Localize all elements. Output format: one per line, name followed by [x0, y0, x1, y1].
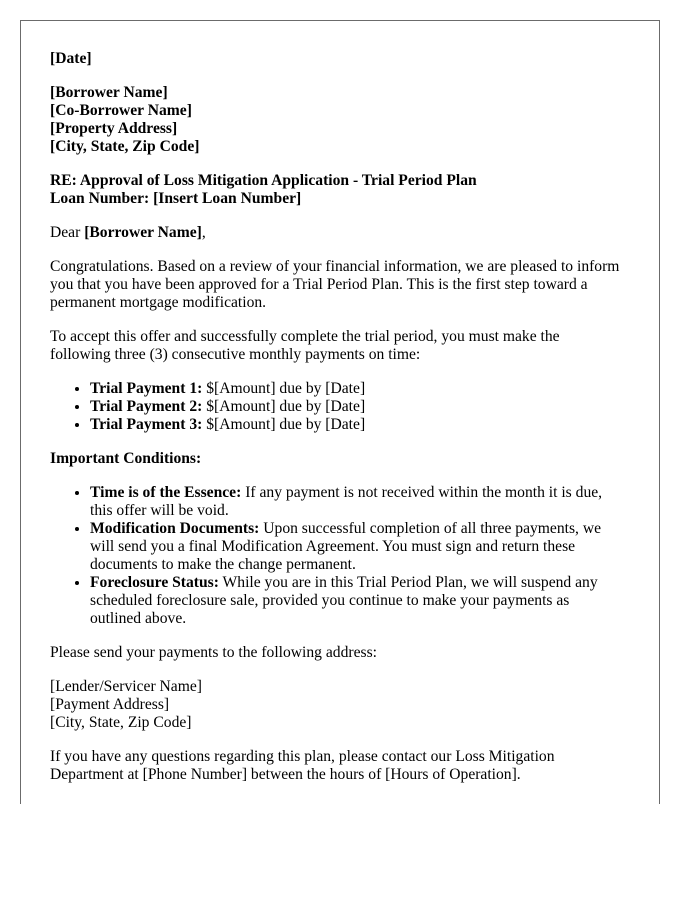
trial-payment-text: $[Amount] due by [Date] [202, 416, 366, 433]
conditions-list [50, 484, 659, 628]
condition-text: Upon successful completion of all three payments, we will send you a final Modification Agreement. You must sign and return these documents to make the change permanent. [90, 520, 602, 573]
subject-block [50, 172, 659, 208]
subject-loan-number: Loan Number: [Insert Loan Number] [50, 190, 302, 207]
trial-payment-text: $[Amount] due by [Date] [202, 380, 366, 397]
condition-item [90, 484, 659, 520]
salutation-suffix: , [201, 224, 206, 241]
recipient-city-state-zip: [City, State, Zip Code] [50, 138, 200, 155]
trial-payment-text: $[Amount] due by [Date] [202, 398, 366, 415]
condition-label: Time is of the Essence: [90, 484, 242, 501]
letter-date: [Date] [50, 50, 92, 67]
salutation-name: [Borrower Name] [84, 224, 202, 241]
trial-payment-label: Trial Payment 2: [90, 398, 203, 415]
condition-label: Foreclosure Status: [90, 574, 219, 591]
condition-text: While you are in this Trial Period Plan, we will suspend any scheduled foreclosure sale, provided you continue to make your payments as outlined above. [90, 574, 598, 627]
recipient-property-address: [Property Address] [50, 120, 178, 137]
condition-text: If any payment is not received within the month it is due, this offer will be void. [90, 484, 603, 519]
send-payments-paragraph: Please send your payments to the following address: [50, 644, 377, 661]
recipient-block [50, 84, 659, 156]
salutation-prefix: Dear [50, 224, 85, 241]
condition-item [90, 574, 659, 628]
questions-paragraph: If you have any questions regarding this plan, please contact our Loss Mitigation Department at [Phone Number] between the hours of [Hours of Operation]. [50, 748, 555, 783]
intro-paragraph: Congratulations. Based on a review of your financial information, we are pleased to inform you that you have been approved for a Trial Period Plan. This is the first step toward a permanent mortgage modification. [50, 258, 620, 311]
payment-lender-name: [Lender/Servicer Name] [50, 678, 202, 695]
payment-address-line: [Payment Address] [50, 696, 170, 713]
payment-city-state-zip: [City, State, Zip Code] [50, 714, 192, 731]
trial-payment-item [90, 380, 659, 398]
recipient-co-borrower-name: [Co-Borrower Name] [50, 102, 192, 119]
trial-payment-label: Trial Payment 1: [90, 380, 203, 397]
salutation [50, 224, 659, 242]
trial-payment-item [90, 416, 659, 434]
condition-item [90, 520, 659, 574]
letter-page [20, 20, 660, 804]
payment-address-block [50, 678, 659, 732]
trial-payment-item [90, 398, 659, 416]
recipient-borrower-name: [Borrower Name] [50, 84, 168, 101]
subject-re-line: RE: Approval of Loss Mitigation Application - Trial Period Plan [50, 172, 477, 189]
conditions-heading: Important Conditions: [50, 450, 202, 467]
trial-payments-list [50, 380, 659, 434]
trial-payment-label: Trial Payment 3: [90, 416, 203, 433]
payments-intro-paragraph: To accept this offer and successfully complete the trial period, you must make the following three (3) consecutive monthly payments on time: [50, 328, 560, 363]
condition-label: Modification Documents: [90, 520, 260, 537]
